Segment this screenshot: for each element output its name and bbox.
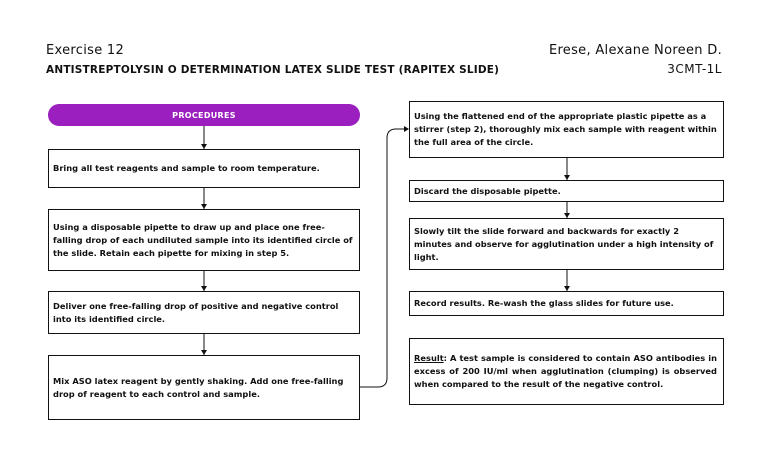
result-label: Result (414, 353, 444, 363)
step-box-5 (409, 101, 724, 158)
step-box-6 (409, 180, 724, 202)
step-text: Using the flattened end of the appropriate plastic pipette as a stirrer (step 2), thoroughly mix each sample with reagent within the full area of the circle. (414, 111, 717, 147)
step-box-2 (48, 209, 360, 271)
result-box (409, 338, 724, 405)
procedures-heading: PROCEDURES (48, 104, 360, 126)
result-description: : A test sample is considered to contain ASO antibodies in excess of 200 IU/ml when agglutination (clumping) is observed when compared to the result of the negative control. (414, 353, 717, 389)
step-text: Slowly tilt the slide forward and backwards for exactly 2 minutes and observe for agglutination under a high intensity of light. (414, 225, 714, 262)
step-box-8 (409, 291, 724, 316)
step-box-7 (409, 218, 724, 270)
step-text: Record results. Re-wash the glass slides for future use. (414, 298, 674, 308)
cross-column-connector (360, 129, 405, 387)
result-text (414, 352, 717, 391)
step-box-4 (48, 355, 360, 420)
exercise-number: Exercise 12 (46, 43, 125, 58)
student-name: Erese, Alexane Noreen D. (548, 43, 722, 58)
document-title: ANTISTREPTOLYSIN O DETERMINATION LATEX SLIDE TEST (RAPITEX SLIDE) (46, 64, 500, 76)
step-text: Bring all test reagents and sample to room temperature. (53, 163, 320, 173)
step-box-1 (48, 149, 360, 188)
step-text: Deliver one free-falling drop of positive and negative control into its identified circle. (53, 300, 339, 324)
step-box-3 (48, 291, 360, 334)
step-text: Mix ASO latex reagent by gently shaking. Add one free-falling drop of reagent to each control and sample. (53, 375, 344, 399)
step-text: Discard the disposable pipette. (414, 185, 561, 196)
step-text: Using a disposable pipette to draw up and place one free-falling drop of each undiluted sample into its identified circle of the slide. Retain each pipette for mixing in step 5. (53, 221, 353, 258)
section-code: 3CMT-1L (667, 62, 722, 76)
